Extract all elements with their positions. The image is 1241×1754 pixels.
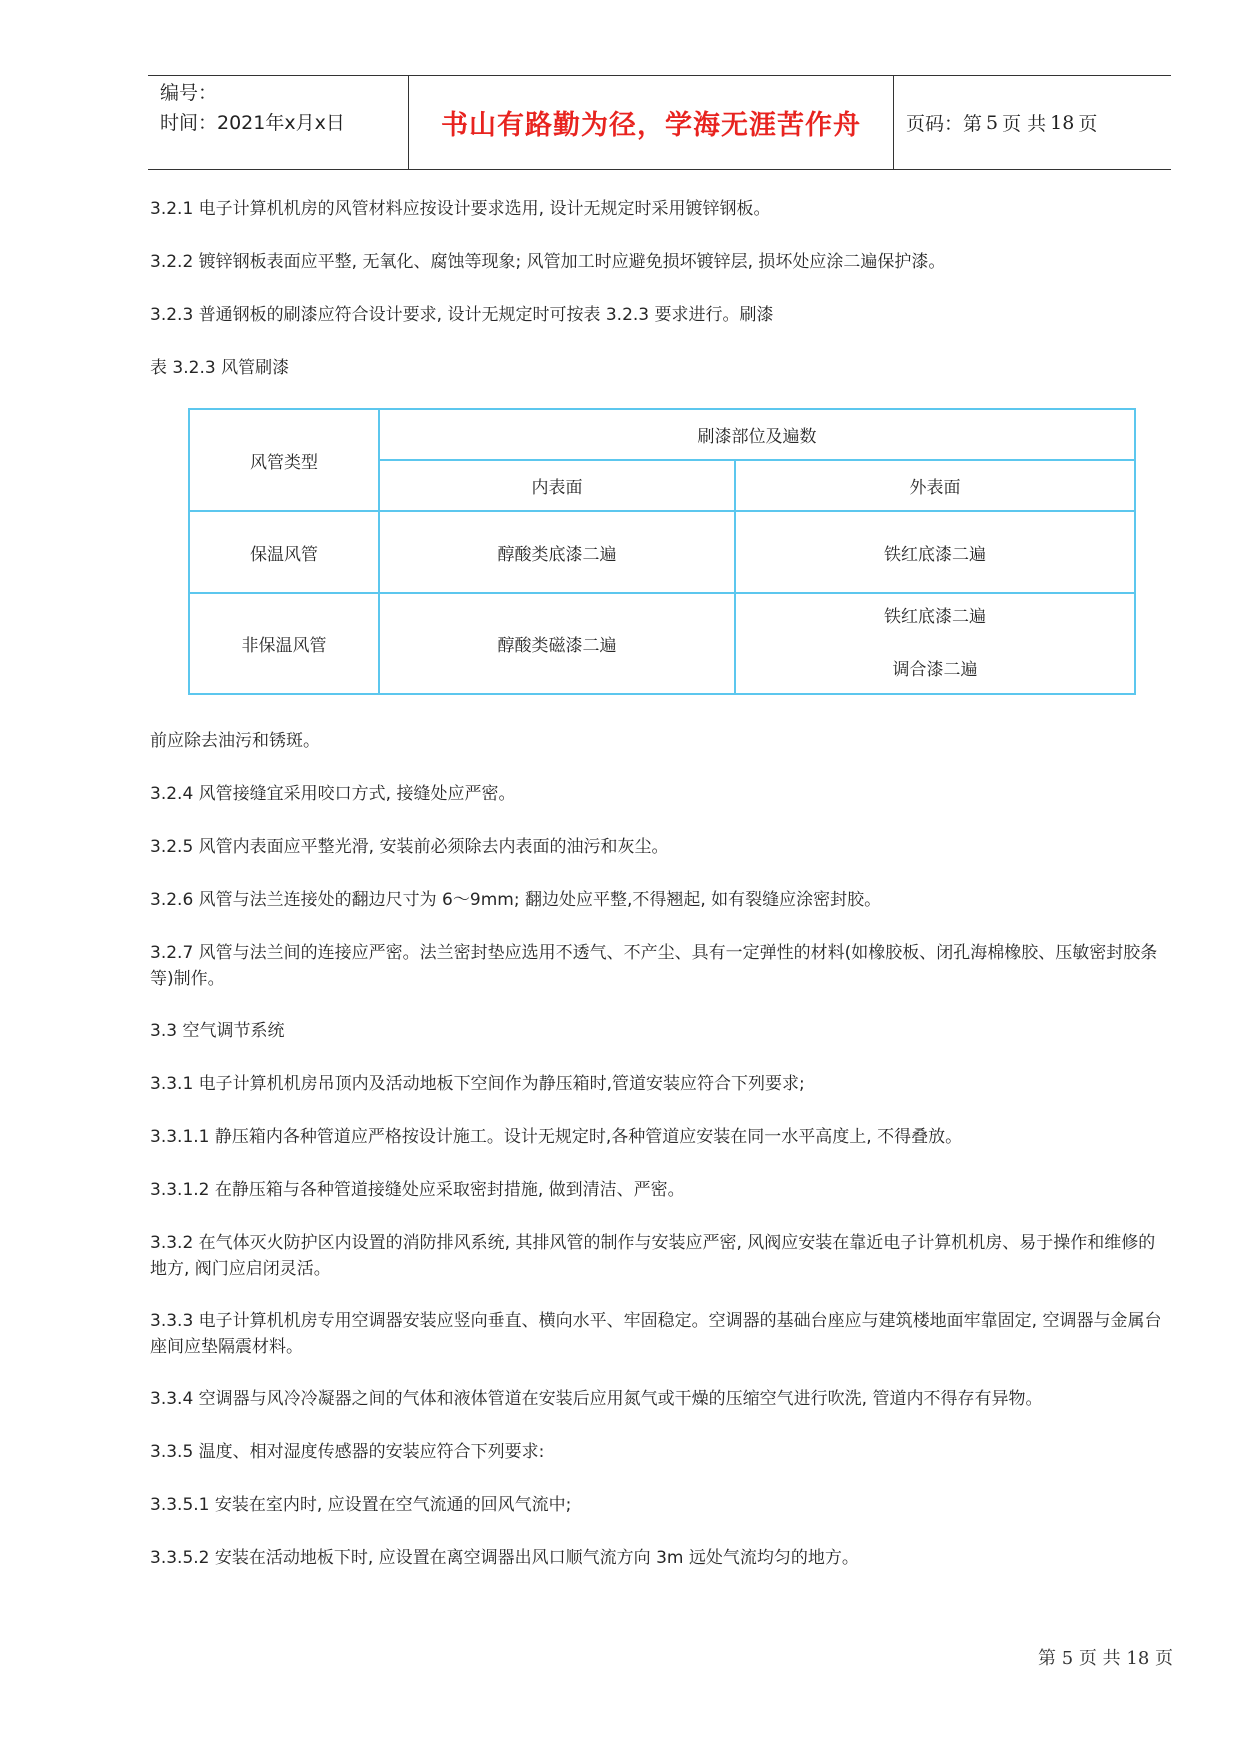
paragraph: 3.2.2 镀锌钢板表面应平整, 无氧化、腐蚀等现象; 风管加工时应避免损坏镀锌层, 损坏处应涂二遍保护漆。 xyxy=(150,252,946,272)
document-time: 时间：2021年x月x日 xyxy=(160,112,345,134)
paragraph: 前应除去油污和锈斑。 xyxy=(150,731,320,751)
header-meta xyxy=(148,76,408,169)
paragraph: 3.2.5 风管内表面应平整光滑, 安装前必须除去内表面的油污和灰尘。 xyxy=(150,837,669,857)
table-row xyxy=(189,593,1135,694)
paragraph: 3.2.6 风管与法兰连接处的翻边尺寸为 6～9mm; 翻边处应平整,不得翘起, 如有裂缝应涂密封胶。 xyxy=(150,890,882,910)
paint-table xyxy=(188,408,1136,695)
paragraph: 3.3.1.1 静压箱内各种管道应严格按设计施工。设计无规定时,各种管道应安装在同一水平高度上, 不得叠放。 xyxy=(150,1127,963,1147)
cell-type: 非保温风管 xyxy=(189,593,379,694)
cell-inner: 醇酸类底漆二遍 xyxy=(379,511,735,593)
header-cell-outer: 外表面 xyxy=(735,460,1135,511)
paragraph: 3.3.5 温度、相对湿度传感器的安装应符合下列要求: xyxy=(150,1442,545,1462)
table-caption: 表 3.2.3 风管刷漆 xyxy=(150,358,290,378)
header-page-number xyxy=(894,76,1171,169)
cell-outer-line: 铁红底漆二遍 xyxy=(884,607,986,627)
cell-outer: 铁红底漆二遍 xyxy=(735,511,1135,593)
paragraph: 3.3.1.2 在静压箱与各种管道接缝处应采取密封措施, 做到清洁、严密。 xyxy=(150,1180,685,1200)
page-total: 18 xyxy=(1050,111,1075,134)
page-header xyxy=(148,75,1171,170)
page-prefix: 页码：第 xyxy=(906,113,983,135)
paragraph: 3.2.1 电子计算机机房的风管材料应按设计要求选用, 设计无规定时采用镀锌钢板。 xyxy=(150,199,771,219)
header-cell-type: 风管类型 xyxy=(189,409,379,511)
section-heading: 3.3 空气调节系统 xyxy=(150,1021,285,1041)
paragraph: 3.2.7 风管与法兰间的连接应严密。法兰密封垫应选用不透气、不产尘、具有一定弹性的材料(如橡胶板、闭孔海棉橡胶、压敏密封胶条等)制作。 xyxy=(150,943,1158,989)
document-number-label: 编号： xyxy=(160,82,218,104)
page-suffix: 页 xyxy=(1078,113,1098,135)
paragraph: 3.2.3 普通钢板的刷漆应符合设计要求, 设计无规定时可按表 3.2.3 要求进行。刷漆 xyxy=(150,305,774,325)
cell-inner: 醇酸类磁漆二遍 xyxy=(379,593,735,694)
page-mid: 页 共 xyxy=(1002,113,1047,135)
paragraph: 3.2.4 风管接缝宜采用咬口方式, 接缝处应严密。 xyxy=(150,784,516,804)
cell-outer-line: 调合漆二遍 xyxy=(892,660,978,680)
cell-type: 保温风管 xyxy=(189,511,379,593)
paragraph: 3.3.4 空调器与风冷冷凝器之间的气体和液体管道在安装后应用氮气或干燥的压缩空气进行吹洗, 管道内不得存有异物。 xyxy=(150,1389,1043,1409)
page-current: 5 xyxy=(986,111,999,134)
header-motto: 书山有路勤为径，学海无涯苦作舟 xyxy=(408,76,894,169)
page-footer: 第 5 页 共 18 页 xyxy=(1038,1648,1173,1669)
paragraph: 3.3.5.1 安装在室内时, 应设置在空气流通的回风气流中; xyxy=(150,1495,572,1515)
header-cell-group: 刷漆部位及遍数 xyxy=(379,409,1135,460)
paragraph: 3.3.2 在气体灭火防护区内设置的消防排风系统, 其排风管的制作与安装应严密, 风阀应安装在靠近电子计算机机房、易于操作和维修的地方, 阀门应启闭灵活。 xyxy=(150,1233,1156,1279)
paragraph: 3.3.1 电子计算机机房吊顶内及活动地板下空间作为静压箱时,管道安装应符合下列要求; xyxy=(150,1074,805,1094)
header-cell-inner: 内表面 xyxy=(379,460,735,511)
table-row xyxy=(189,511,1135,593)
paragraph: 3.3.3 电子计算机机房专用空调器安装应竖向垂直、横向水平、牢固稳定。空调器的基础台座应与建筑楼地面牢靠固定, 空调器与金属台座间应垫隔震材料。 xyxy=(150,1311,1162,1357)
paragraph: 3.3.5.2 安装在活动地板下时, 应设置在离空调器出风口顺气流方向 3m 远处气流均匀的地方。 xyxy=(150,1548,859,1568)
cell-outer xyxy=(735,593,1135,694)
